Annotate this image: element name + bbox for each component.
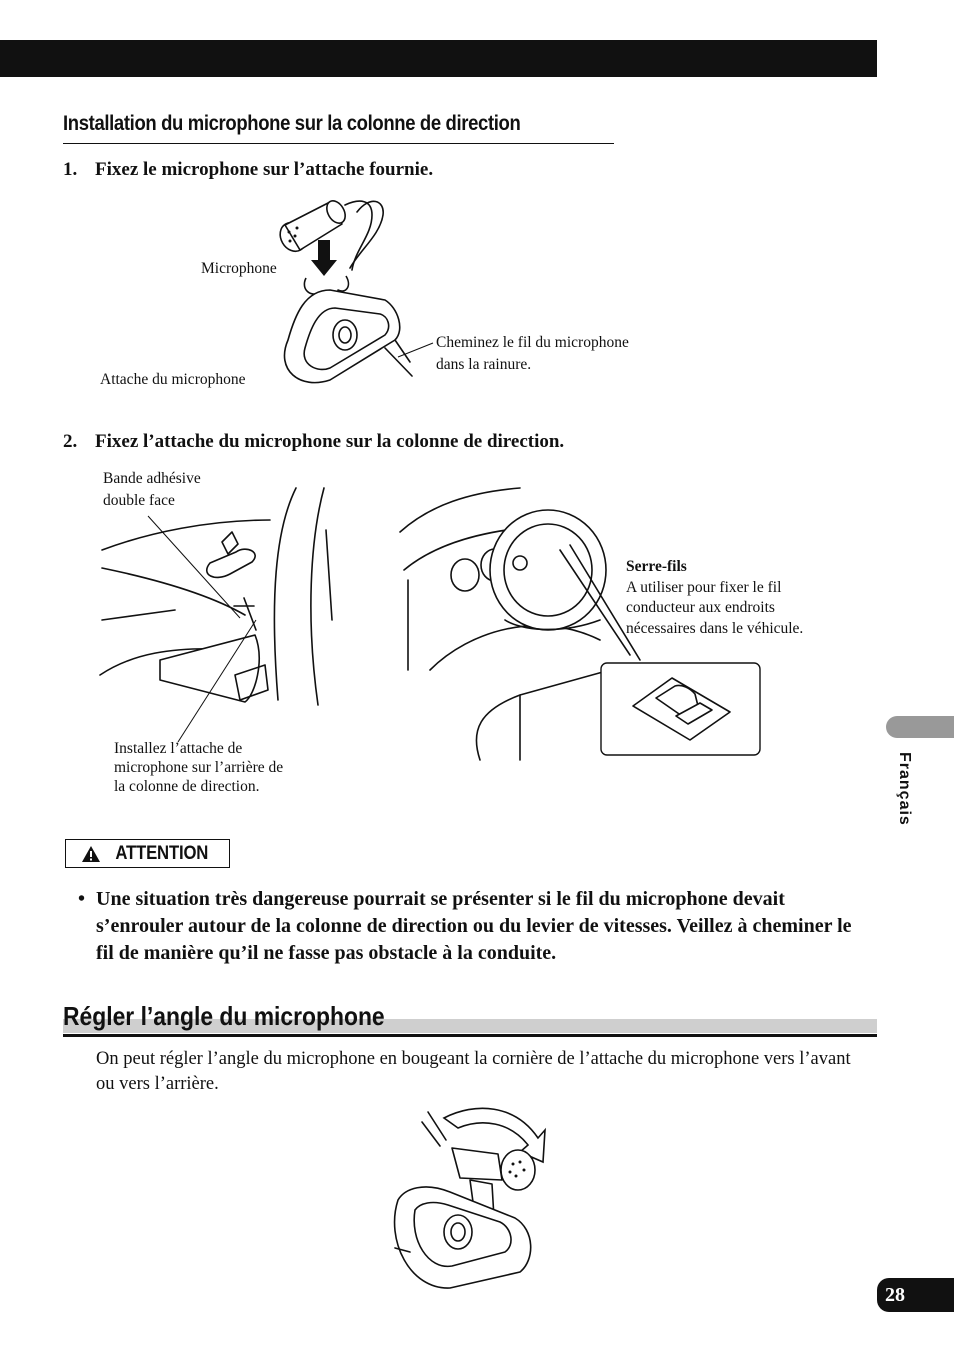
label-installez-1: Installez l’attache de	[114, 740, 243, 757]
column-detail-drawing	[100, 488, 332, 742]
label-microphone: Microphone	[201, 260, 277, 277]
step-1-number: 1.	[63, 159, 78, 180]
steering-column-illustration	[0, 470, 954, 770]
mic-angle-drawing	[395, 1148, 535, 1288]
attention-text: Une situation très dangereuse pourrait se présenter si le fil du microphone devait s’enrouler autour de la colonne de direction ou du levier de vitesses. Veillez à cheminer le fil de manière qu’il ne fasse pas obstacle à la conduite.	[96, 888, 852, 964]
label-serre-3: nécessaires dans le véhicule.	[626, 620, 804, 637]
leader-cheminez	[398, 343, 433, 357]
angle-adjust-illustration	[380, 1100, 560, 1300]
language-tab	[886, 716, 954, 738]
section-title-underline	[63, 143, 614, 144]
step-2-number: 2.	[63, 431, 78, 452]
step-2-text: Fixez l’attache du microphone sur la colonne de direction.	[95, 431, 565, 452]
clip-drawing	[284, 276, 412, 383]
angle-title: Régler l’angle du microphone	[63, 1001, 385, 1031]
label-serre-title: Serre-fils	[626, 558, 687, 575]
label-bande-2: double face	[103, 492, 175, 509]
language-label: Français	[896, 752, 913, 826]
attention-label: ATTENTION	[115, 842, 208, 864]
label-serre-2: conducteur aux endroits	[626, 599, 775, 616]
angle-title-rule	[63, 1034, 877, 1037]
attention-item	[78, 886, 858, 967]
step-1-text: Fixez le microphone sur l’attache fournie.	[95, 159, 434, 180]
label-cheminez-2: dans la rainure.	[436, 356, 532, 373]
label-bande-1: Bande adhésive	[103, 470, 201, 487]
angle-paragraph: On peut régler l’angle du microphone en bougeant la cornière de l’attache du microphone vers l’avant ou vers l’arrière.	[96, 1049, 851, 1094]
attention-bullet: •	[78, 888, 86, 910]
page-number: 28	[877, 1278, 954, 1312]
microphone-drawing	[275, 198, 349, 256]
section-title: Installation du microphone sur la colonne de direction	[63, 112, 521, 135]
header-bar	[0, 40, 877, 77]
warning-triangle-icon	[81, 845, 101, 863]
label-installez-2: microphone sur l’arrière de	[114, 759, 284, 776]
step-1	[63, 159, 433, 181]
label-installez-3: la colonne de direction.	[114, 778, 260, 795]
label-serre-1: A utiliser pour fixer le fil	[626, 579, 782, 596]
label-cheminez-1: Cheminez le fil du microphone	[436, 334, 629, 351]
label-attache: Attache du microphone	[100, 371, 246, 388]
step-2	[63, 431, 564, 453]
arrow-down-icon	[311, 240, 337, 276]
attention-box	[65, 839, 230, 868]
